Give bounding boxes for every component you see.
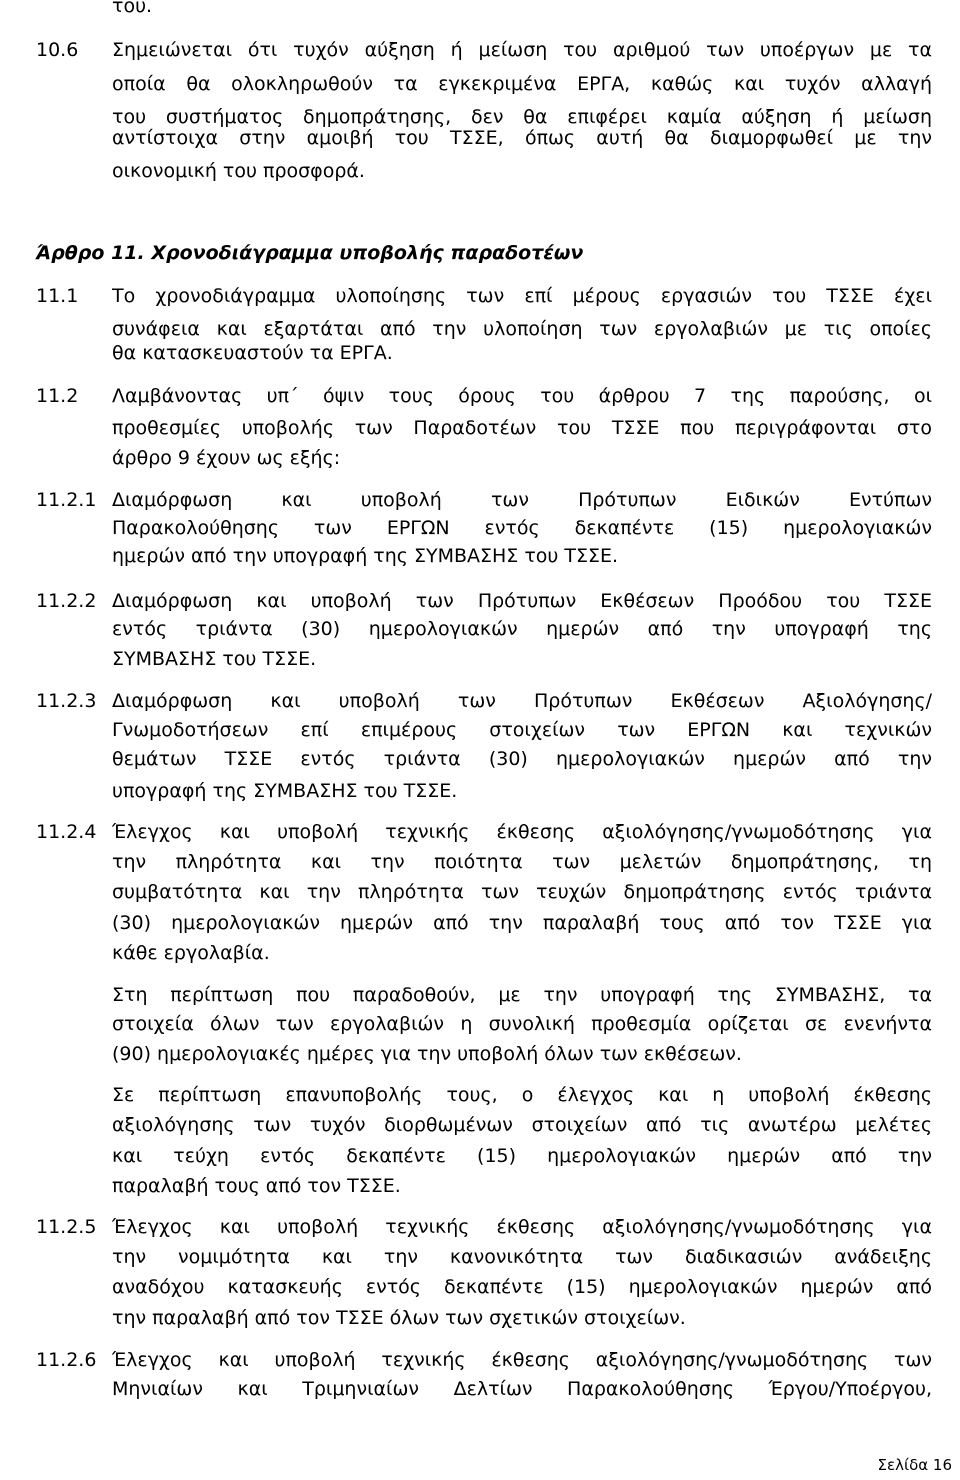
paragraph-line: Διαμόρφωση και υποβολή των Πρότυπων Ειδικών Εντύπων <box>112 489 932 511</box>
paragraph-number: 11.2.5 <box>36 1216 97 1238</box>
paragraph-line: την νομιμότητα και την κανονικότητα των διαδικασιών ανάδειξης <box>112 1246 932 1268</box>
paragraph-line: Λαμβάνοντας υπ΄ όψιν τους όρους του άρθρου 7 της παρούσης, οι <box>112 385 932 407</box>
paragraph-line: Διαμόρφωση και υποβολή των Πρότυπων Εκθέσεων Προόδου του ΤΣΣΕ <box>112 590 932 612</box>
paragraph-line: Διαμόρφωση και υποβολή των Πρότυπων Εκθέσεων Αξιολόγησης/ <box>112 690 932 712</box>
paragraph-line: οποία θα ολοκληρωθούν τα εγκεκριμένα ΕΡΓΑ, καθώς και τυχόν αλλαγή <box>112 73 932 95</box>
paragraph-number: 10.6 <box>36 39 79 61</box>
paragraph-number: 11.2.1 <box>36 489 97 511</box>
paragraph-line: (90) ημερολογιακές ημέρες για την υποβολή όλων των εκθέσεων. <box>112 1043 742 1065</box>
paragraph-line: υπογραφή της ΣΥΜΒΑΣΗΣ του ΤΣΣΕ. <box>112 780 458 802</box>
paragraph-line: Έλεγχος και υποβολή τεχνικής έκθεσης αξιολόγησης/γνωμοδότησης των <box>112 1349 932 1371</box>
paragraph-line: Παρακολούθησης των ΕΡΓΩΝ εντός δεκαπέντε (15) ημερολογιακών <box>112 517 932 539</box>
paragraph-line: ΣΥΜΒΑΣΗΣ του ΤΣΣΕ. <box>112 648 317 670</box>
paragraph-number: 11.1 <box>36 285 79 307</box>
paragraph-line: παραλαβή τους από τον ΤΣΣΕ. <box>112 1175 401 1197</box>
paragraph-line: Στη περίπτωση που παραδοθούν, με την υπογραφή της ΣΥΜΒΑΣΗΣ, τα <box>112 984 932 1006</box>
paragraph-line: θα κατασκευαστούν τα ΕΡΓΑ. <box>112 342 393 364</box>
paragraph-line: συνάφεια και εξαρτάται από την υλοποίηση των εργολαβιών με τις οποίες <box>112 318 932 340</box>
paragraph-line: την παραλαβή από τον ΤΣΣΕ όλων των σχετικών στοιχείων. <box>112 1307 686 1329</box>
paragraph-line: συμβατότητα και την πληρότητα των τευχών δημοπράτησης εντός τριάντα <box>112 881 932 903</box>
paragraph-line: στοιχεία όλων των εργολαβιών η συνολική προθεσμία ορίζεται σε ενενήντα <box>112 1013 932 1035</box>
paragraph-number: 11.2.3 <box>36 690 97 712</box>
paragraph-line: άρθρο 9 έχουν ως εξής: <box>112 447 341 469</box>
paragraph-number: 11.2.6 <box>36 1349 97 1371</box>
paragraph-line: Έλεγχος και υποβολή τεχνικής έκθεσης αξιολόγησης/γνωμοδότησης για <box>112 1216 932 1238</box>
paragraph-line: Έλεγχος και υποβολή τεχνικής έκθεσης αξιολόγησης/γνωμοδότησης για <box>112 821 932 843</box>
paragraph-line: θεμάτων ΤΣΣΕ εντός τριάντα (30) ημερολογιακών ημερών από την <box>112 748 932 770</box>
paragraph-line: και τεύχη εντός δεκαπέντε (15) ημερολογιακών ημερών από την <box>112 1145 932 1167</box>
article-heading: Άρθρο 11. Χρονοδιάγραμμα υποβολής παραδοτέων <box>36 242 584 264</box>
paragraph-line: Το χρονοδιάγραμμα υλοποίησης των επί μέρους εργασιών του ΤΣΣΕ έχει <box>112 285 932 307</box>
paragraph-line: αξιολόγησης των τυχόν διορθωμένων στοιχείων από τις ανωτέρω μελέτες <box>112 1114 932 1136</box>
paragraph-line: (30) ημερολογιακών ημερών από την παραλαβή τους από τον ΤΣΣΕ για <box>112 912 932 934</box>
paragraph-line: εντός τριάντα (30) ημερολογιακών ημερών από την υπογραφή της <box>112 618 932 640</box>
paragraph-line: Σε περίπτωση επανυποβολής τους, ο έλεγχος και η υποβολή έκθεσης <box>112 1084 932 1106</box>
paragraph-line: ημερών από την υπογραφή της ΣΥΜΒΑΣΗΣ του ΤΣΣΕ. <box>112 545 619 567</box>
paragraph-line: αντίστοιχα στην αμοιβή του ΤΣΣΕ, όπως αυτή θα διαμορφωθεί με την <box>112 127 932 149</box>
paragraph-line: κάθε εργολαβία. <box>112 942 270 964</box>
paragraph-number: 11.2 <box>36 385 79 407</box>
paragraph-line: Σημειώνεται ότι τυχόν αύξηση ή μείωση του αριθμού των υποέργων με τα <box>112 39 932 61</box>
paragraph-line: Γνωμοδοτήσεων επί επιμέρους στοιχείων των ΕΡΓΩΝ και τεχνικών <box>112 719 932 741</box>
paragraph-number: 11.2.4 <box>36 821 97 843</box>
paragraph-line: του συστήματος δημοπράτησης, δεν θα επιφέρει καμία αύξηση ή μείωση <box>112 106 932 128</box>
paragraph-line: την πληρότητα και την ποιότητα των μελετών δημοπράτησης, τη <box>112 851 932 873</box>
paragraph-number: 11.2.2 <box>36 590 97 612</box>
paragraph-line: Μηνιαίων και Τριμηνιαίων Δελτίων Παρακολούθησης Έργου/Υποέργου, <box>112 1378 932 1400</box>
page-number: Σελίδα 16 <box>877 1456 952 1474</box>
paragraph-line: προθεσμίες υποβολής των Παραδοτέων του ΤΣΣΕ που περιγράφονται στο <box>112 417 932 439</box>
paragraph-line: αναδόχου κατασκευής εντός δεκαπέντε (15) ημερολογιακών ημερών από <box>112 1276 932 1298</box>
continued-text: του. <box>112 0 153 17</box>
paragraph-line: οικονομική του προσφορά. <box>112 160 365 182</box>
